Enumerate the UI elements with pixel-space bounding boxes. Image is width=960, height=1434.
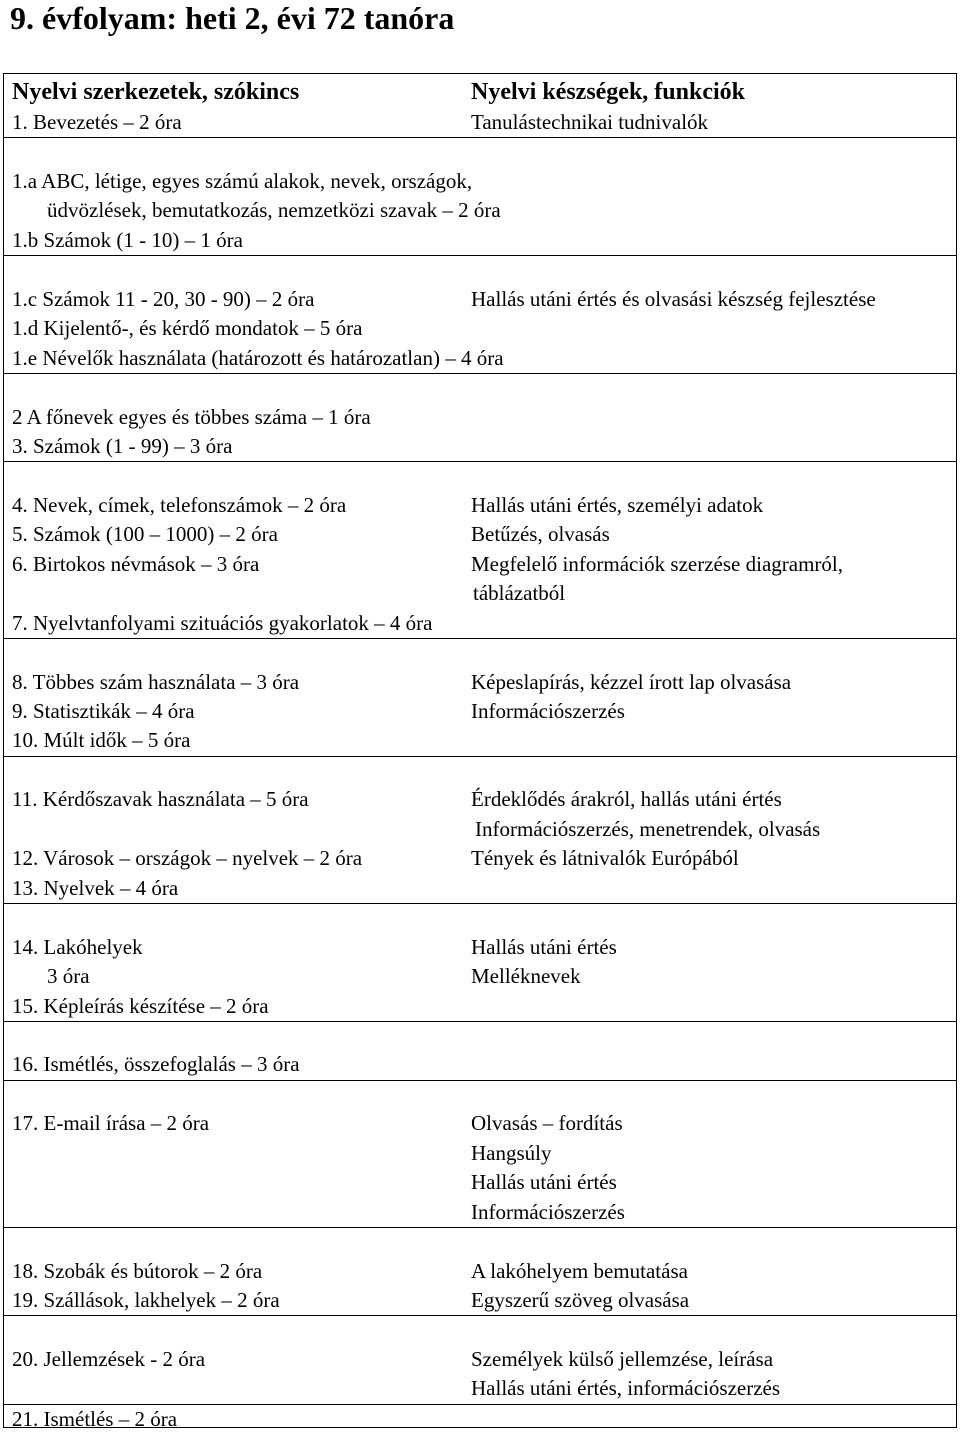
grammar-cell: 14. Lakóhelyek	[12, 934, 143, 959]
skills-cell: A lakóhelyem bemutatása	[471, 1258, 688, 1283]
skills-cell: Megfelelő információk szerzése diagramról,	[471, 551, 844, 576]
grammar-cell: 19. Szállások, lakhelyek – 2 óra	[12, 1288, 280, 1312]
table-row	[3, 491, 957, 520]
grammar-cell: 15. Képleírás készítése – 2 óra	[12, 993, 269, 1018]
skills-cell: Információszerzés	[471, 1199, 625, 1224]
skills-cell: Hallás utáni értés, személyi adatok	[471, 492, 764, 517]
skills-cell: Hallás utáni értés	[471, 1170, 617, 1195]
skills-cell: Olvasás – fordítás	[471, 1111, 623, 1136]
skills-cell: Melléknevek	[471, 964, 581, 989]
skills-cell: táblázatból	[473, 581, 566, 606]
table-row	[3, 108, 957, 137]
table-row	[3, 373, 957, 403]
grammar-cell: 18. Szobák és bútorok – 2 óra	[12, 1258, 263, 1283]
table-row	[3, 196, 957, 225]
table-row	[3, 1315, 957, 1345]
skills-cell: Érdeklődés árakról, hallás utáni értés	[471, 787, 782, 812]
grammar-cell: 5. Számok (100 – 1000) – 2 óra	[12, 522, 278, 547]
table-row	[3, 933, 957, 962]
table-row	[3, 874, 957, 903]
table-row	[3, 1139, 957, 1168]
table-row	[3, 1198, 957, 1227]
table-row	[3, 579, 957, 608]
table-row	[3, 550, 957, 579]
table-row	[3, 1021, 957, 1051]
table-row	[3, 962, 957, 991]
table-row	[3, 785, 957, 814]
table-row	[3, 226, 957, 255]
table-row	[3, 403, 957, 432]
table-row	[3, 1257, 957, 1286]
grammar-cell: 1.e Névelők használata (határozott és határozatlan) – 4 óra	[12, 345, 504, 370]
grammar-cell: 1. Bevezetés – 2 óra	[12, 110, 182, 134]
table-row	[3, 1109, 957, 1138]
grammar-cell: 21. Ismétlés – 2 óra	[12, 1406, 178, 1431]
table-row	[3, 432, 957, 461]
grammar-cell: 1.c Számok 11 - 20, 30 - 90) – 2 óra	[12, 286, 315, 311]
table-row	[3, 1080, 957, 1110]
grammar-cell: 13. Nyelvek – 4 óra	[12, 875, 179, 900]
table-row	[3, 1404, 957, 1434]
skills-cell: Tények és látnivalók Európából	[471, 846, 739, 871]
skills-cell: Hallás utáni értés	[471, 934, 617, 959]
grammar-cell: 1.d Kijelentő-, és kérdő mondatok – 5 óra	[12, 316, 363, 341]
table-row	[3, 1168, 957, 1197]
grammar-cell: 9. Statisztikák – 4 óra	[12, 699, 195, 723]
table-row	[3, 609, 957, 638]
skills-cell: Képeslapírás, kézzel írott lap olvasása	[471, 669, 792, 694]
table-row	[3, 992, 957, 1021]
table-row	[3, 1345, 957, 1374]
grammar-cell: 2 A főnevek egyes és többes száma – 1 óra	[12, 404, 371, 429]
skills-cell: Személyek külső jellemzése, leírása	[471, 1346, 774, 1371]
grammar-cell: üdvözlések, bemutatkozás, nemzetközi szavak – 2 óra	[47, 198, 501, 223]
grammar-cell: 4. Nevek, címek, telefonszámok – 2 óra	[12, 492, 347, 517]
table-row	[3, 726, 957, 755]
table-row	[3, 844, 957, 873]
table-row	[3, 167, 957, 196]
table-row	[3, 1286, 957, 1315]
grammar-cell: 1.b Számok (1 - 10) – 1 óra	[12, 227, 243, 252]
header-col-skills: Nyelvi készségek, funkciók	[471, 79, 746, 105]
table-row	[3, 255, 957, 285]
header-col-grammar: Nyelvi szerkezetek, szókincs	[12, 79, 300, 105]
skills-cell: Betűzés, olvasás	[471, 522, 610, 547]
skills-cell: Információszerzés, menetrendek, olvasás	[475, 816, 821, 841]
table-row	[3, 697, 957, 726]
table-row	[3, 756, 957, 786]
table-row	[3, 1374, 957, 1403]
table-row	[3, 1227, 957, 1257]
grammar-cell: 12. Városok – országok – nyelvek – 2 óra	[12, 846, 363, 871]
grammar-cell: 16. Ismétlés, összefoglalás – 3 óra	[12, 1052, 300, 1077]
table-row	[3, 638, 957, 668]
skills-cell: Információszerzés	[471, 699, 625, 723]
table-row	[3, 314, 957, 343]
grammar-cell: 7. Nyelvtanfolyami szituációs gyakorlatok – 4 óra	[12, 610, 433, 635]
page-title: 9. évfolyam: heti 2, évi 72 tanóra	[10, 0, 455, 36]
table-row	[3, 668, 957, 697]
table-row	[3, 1050, 957, 1079]
skills-cell: Egyszerű szöveg olvasása	[471, 1288, 690, 1312]
table-row	[3, 815, 957, 844]
grammar-cell: 3 óra	[47, 964, 90, 989]
table-row	[3, 344, 957, 373]
grammar-cell: 8. Többes szám használata – 3 óra	[12, 669, 300, 694]
grammar-cell: 1.a ABC, létige, egyes számú alakok, nevek, országok,	[12, 168, 473, 193]
grammar-cell: 3. Számok (1 - 99) – 3 óra	[12, 433, 233, 458]
grammar-cell: 17. E-mail írása – 2 óra	[12, 1111, 210, 1136]
table-row	[3, 137, 957, 167]
table-row	[3, 520, 957, 549]
grammar-cell: 10. Múlt idők – 5 óra	[12, 728, 191, 753]
table-row	[3, 903, 957, 933]
skills-cell: Hallás utáni értés, információszerzés	[471, 1376, 781, 1401]
skills-cell: Hangsúly	[471, 1140, 552, 1165]
grammar-cell: 6. Birtokos névmások – 3 óra	[12, 551, 260, 576]
grammar-cell: 11. Kérdőszavak használata – 5 óra	[12, 787, 309, 812]
grammar-cell: 20. Jellemzések - 2 óra	[12, 1346, 206, 1371]
skills-cell: Hallás utáni értés és olvasási készség fejlesztése	[471, 286, 876, 311]
skills-cell: Tanulástechnikai tudnivalók	[471, 110, 709, 134]
table-row	[3, 285, 957, 314]
table-row	[3, 461, 957, 491]
